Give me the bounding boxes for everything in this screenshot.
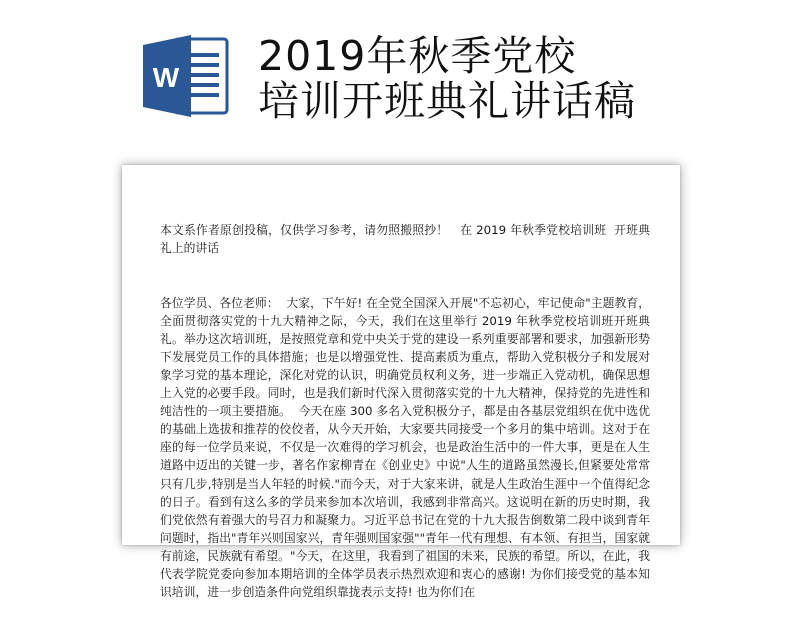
word-document-icon: [141, 31, 231, 121]
document-speech-paragraph: 各位学员、各位老师： 大家，下午好! 在全党全国深入开展"不忘初心，牢记使命"主题教育，全面贯彻落实党的十九大精神之际，今天，我们在这里举行 2019 年秋季党校培训班开班典礼。举办这次培训班，是按照党章和党中央关于党的建设一系列重要部署和要求，加强新形势下发展党员工作的具体措施；也是以增强党性、提高素质为重点，帮助入党积极分子和发展对象学习党的基本理论，深化对党的认识，明确党员权利义务，进一步端正入党动机，确保思想上入党的必要手段。同时，也是我们新时代深入贯彻落实党的十九大精神，保持党的先进性和纯洁性的一项主要措施。 今天在座 300 多名入党积极分子，都是由各基层党组织在优中选优的基础上选拔和推荐的佼佼者，从今天开始，大家要共同接受一个多月的集中培训。这对于在座的每一位学员来说，不仅是一次难得的学习机会，也是政治生活中的一件大事，更是在人生道路中迈出的关键一步，著名作家柳青在《创业史》中说"人生的道路虽然漫长,但紧要处常常只有几步,特别是当人年轻的时候."而今天，对于大家来讲，就是人生政治生涯中一个值得纪念的日子。看到有这么多的学员来参加本次培训，我感到非常高兴。这说明在新的历史时期，我们党依然有着强大的号召力和凝聚力。习近平总书记在党的十九大报告倒数第二段中谈到青年问题时，指出"青年兴则国家兴，青年强则国家强""青年一代有理想、有本领、有担当，国家就有前途，民族就有希望。"今天，在这里，我看到了祖国的未来，民族的希望。所以，在此，我代表学院党委向参加本期培训的全体学员表示热烈欢迎和衷心的感谢! 为你们接受党的基本知识培训，进一步创造条件向党组织靠拢表示支持! 也为你们在: [160, 295, 650, 600]
header: [0, 0, 800, 150]
title-line-1: 2019年秋季党校: [258, 32, 577, 80]
title-line-2: 培训开班典礼讲话稿: [258, 77, 636, 125]
page-title: [258, 34, 636, 124]
document-intro-paragraph: 本文系作者原创投稿，仅供学习参考，请勿照搬照抄！ 在 2019 年秋季党校培训班 开班典礼上的讲话: [160, 223, 650, 256]
word-icon-letter: W: [152, 62, 180, 93]
document-body: [160, 185, 650, 619]
